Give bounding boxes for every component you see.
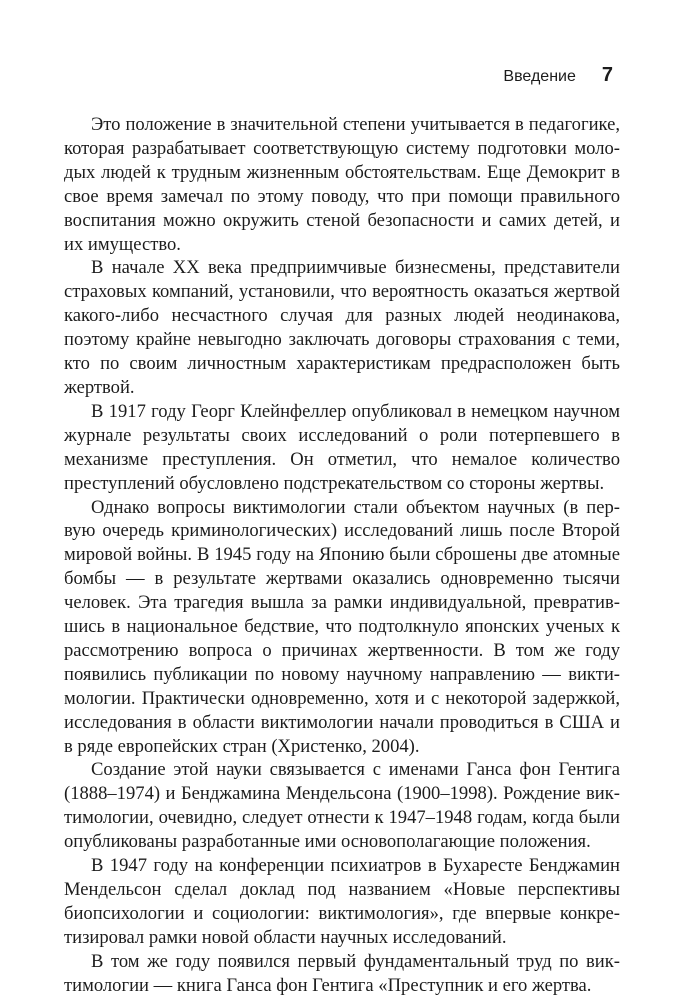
paragraph: В 1917 году Георг Клейнфеллер опубликовал в немецком научном журнале результаты своих исследований о роли потерпевшего в механизме преступления. Он отметил, что немалое количество преступлений обусловлено подстрекательством со стороны жертвы. bbox=[64, 400, 620, 494]
paragraph: Создание этой науки связывается с именами Ганса фон Гентига (1888–1974) и Бенджамина Мендельсона (1900–1998). Рождение виктимологии, очевидно, следует отнести к 1947–1948 годам, когда были опубликованы разработанные ими основополагающие положения. bbox=[64, 759, 620, 853]
paragraph: В 1947 году на конференции психиатров в Бухаресте Бенджамин Мендельсон сделал доклад под названием «Новые перспективы биопсихологии и социологии: виктимология», где впервые конкретизировал рамки новой области научных исследований. bbox=[64, 855, 620, 948]
paragraph: Это положение в значительной степени учитывается в педагогике, которая разрабатывает соответствующую систему подготовки молодых людей к трудным жизненным обстоятельствам. Еще Демокрит в свое время замечал по этому поводу, что при помощи правильного воспитания можно окружить стеной безопасности и самих детей, и их имущество. bbox=[64, 114, 620, 255]
paragraph: В том же году появился первый фундаментальный труд по виктимологии — книга Ганса фон Гентига «Преступник и его жертва. bbox=[64, 950, 620, 996]
page-number: 7 bbox=[601, 64, 613, 86]
running-header bbox=[503, 64, 613, 92]
paragraph: В начале XX века предприимчивые бизнесмены, представители страховых компаний, установили, что вероятность оказаться жертвой какого-либо несчастного случая для разных людей неодинакова, поэтому крайне невыгодно заключать договоры страхования с теми, кто по своим личностным характеристикам предрасположен быть жертвой. bbox=[64, 257, 620, 398]
body-text bbox=[64, 113, 620, 998]
section-title: Введение bbox=[503, 68, 576, 85]
paragraph: Однако вопросы виктимологии стали объектом научных (в первую очередь криминологических) исследований лишь после Второй мировой войны. В 1945 году на Японию были сброшены две атомные бомбы — в результате жертвами оказались одновременно тысячи человек. Эта трагедия вышла за рамки индивидуальной, превратившись в национальное бедствие, что подтолкнуло японских ученых к рассмотрению вопроса о причинах жертвенности. В том же году появились публикации по новому научному направлению — виктимологии. Практически одновременно, хотя и с некоторой задержкой, исследования в области виктимологии начали проводиться в США и в ряде европейских стран (Христенко, 2004). bbox=[64, 496, 620, 757]
